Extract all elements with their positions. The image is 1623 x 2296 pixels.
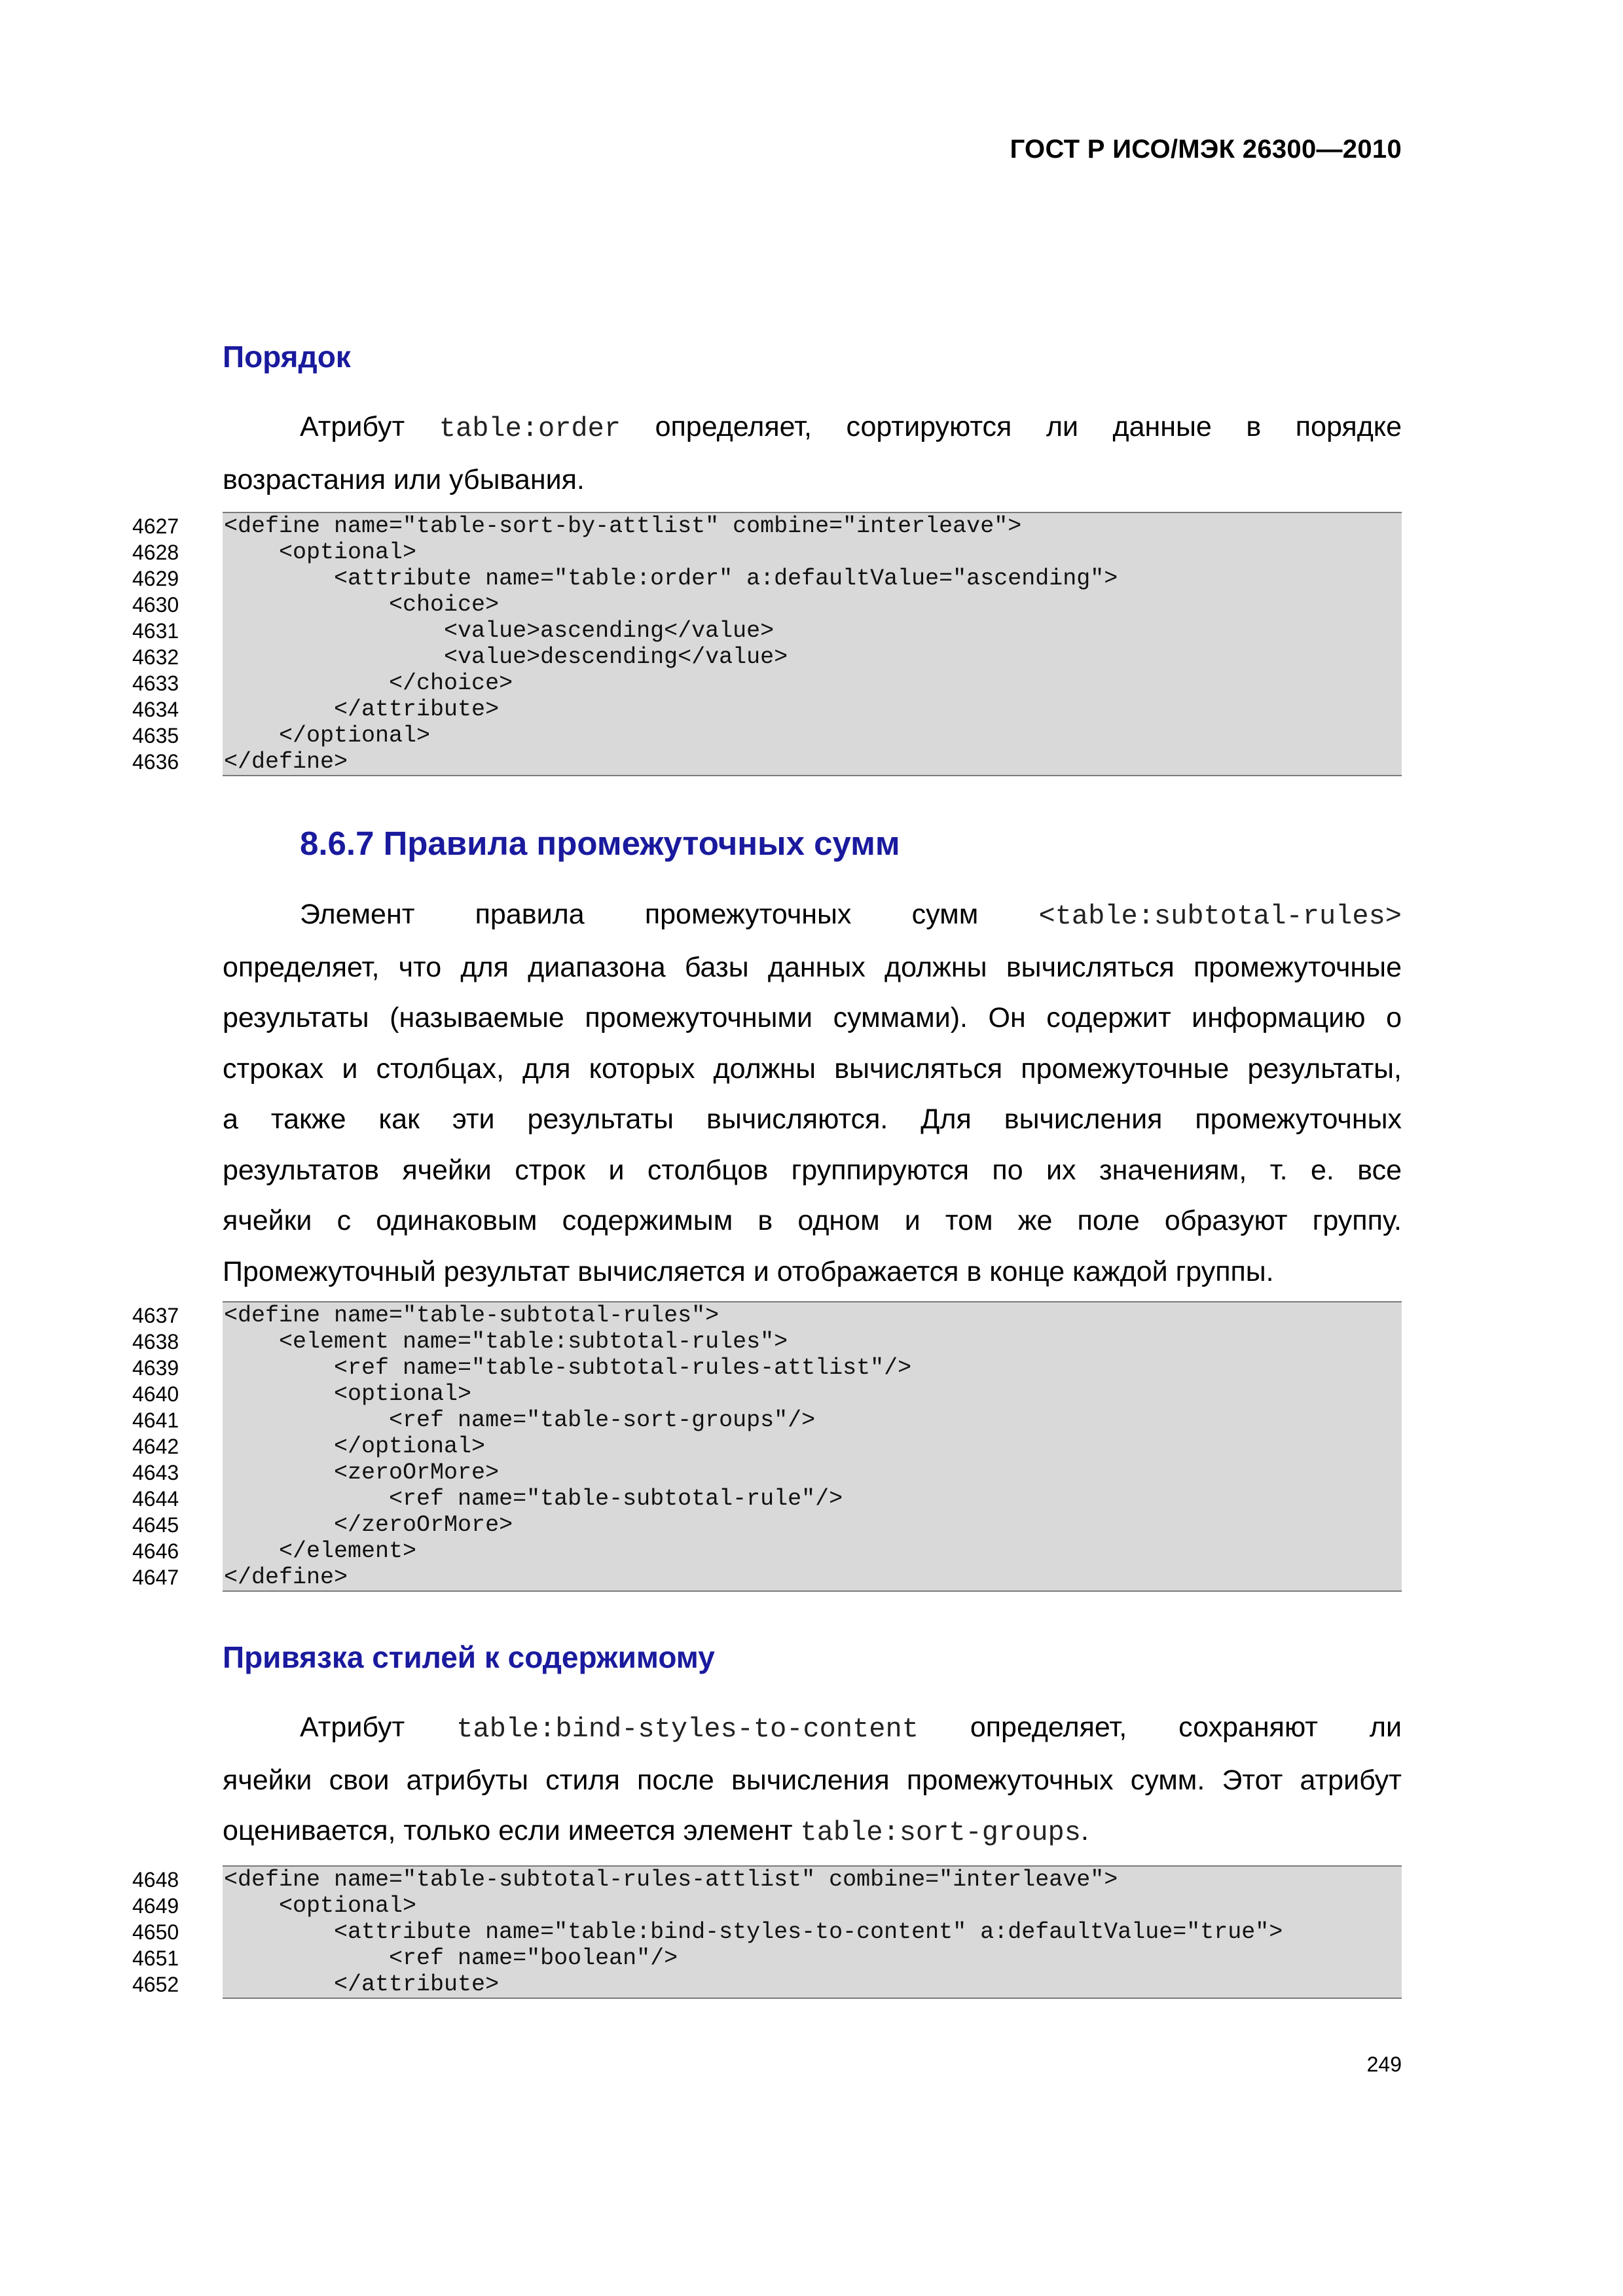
section-title-bind-styles: Привязка стилей к содержимому <box>223 1640 715 1674</box>
code-line <box>132 1355 1402 1381</box>
code-line <box>132 1433 1402 1460</box>
code-text: <element name="table:subtotal-rules"> <box>224 1329 788 1355</box>
line-number: 4639 <box>132 1356 179 1380</box>
line-number: 4634 <box>132 698 179 721</box>
code-text: <define name="table-subtotal-rules-attlist" combine="interleave"> <box>224 1867 1118 1893</box>
paragraph-text: . <box>1080 1815 1089 1846</box>
code-text: </optional> <box>224 723 431 749</box>
paragraph-text: ячейки свои атрибуты стиля после вычисления промежуточных сумм. Этот атрибут <box>223 1764 1402 1796</box>
code-text: <ref name="table-subtotal-rule"/> <box>224 1486 843 1512</box>
line-number: 4643 <box>132 1461 179 1484</box>
code-text: </zeroOrMore> <box>224 1512 513 1538</box>
line-number: 4650 <box>132 1920 179 1944</box>
paragraph-line <box>223 1094 1402 1145</box>
code-line <box>132 1407 1402 1433</box>
line-number: 4649 <box>132 1894 179 1918</box>
line-number: 4627 <box>132 514 179 538</box>
paragraph-text: а также как эти результаты вычисляются. Для вычисления промежуточных <box>223 1103 1402 1135</box>
paragraph-line <box>223 1806 1402 1859</box>
line-number: 4638 <box>132 1330 179 1354</box>
code-text: </attribute> <box>224 1971 500 1998</box>
line-number: 4628 <box>132 541 179 564</box>
code-line <box>132 1460 1402 1486</box>
line-number: 4644 <box>132 1487 179 1511</box>
paragraph-line <box>223 1145 1402 1196</box>
paragraph-text: Промежуточный результат вычисляется и отображается в конце каждой группы. <box>223 1255 1274 1287</box>
code-text: <ref name="table-subtotal-rules-attlist"/> <box>224 1355 912 1381</box>
code-line <box>132 1486 1402 1512</box>
line-number: 4632 <box>132 645 179 669</box>
line-number: 4648 <box>132 1868 179 1892</box>
paragraph-text: Атрибут <box>300 411 439 442</box>
line-number: 4642 <box>132 1435 179 1458</box>
code-line <box>132 723 1402 749</box>
code-block-subtotal-rules <box>132 1301 1402 1592</box>
code-line <box>132 1867 1402 1893</box>
paragraph-line <box>223 1702 1402 1755</box>
code-line <box>132 618 1402 644</box>
code-text: <optional> <box>224 1381 472 1407</box>
paragraph-text: возрастания или убывания. <box>223 463 585 495</box>
code-text: <zeroOrMore> <box>224 1460 500 1486</box>
line-number: 4630 <box>132 593 179 617</box>
code-line <box>132 1564 1402 1590</box>
page-number: 249 <box>1366 2053 1402 2076</box>
subsection-title-subtotal-rules: 8.6.7 Правила промежуточных сумм <box>300 825 900 862</box>
line-number: 4636 <box>132 750 179 774</box>
code-line <box>132 1302 1402 1329</box>
paragraph-text: ячейки с одинаковым содержимым в одном и том же поле образуют группу. <box>223 1205 1402 1236</box>
paragraph-subtotal-rules <box>223 889 1402 1297</box>
paragraph-text: результаты (называемые промежуточными суммами). Он содержит информацию о <box>223 1002 1402 1033</box>
code-text: </choice> <box>224 670 513 696</box>
code-line <box>132 749 1402 775</box>
paragraph-text: Атрибут <box>300 1712 457 1743</box>
paragraph-line <box>223 1044 1402 1095</box>
paragraph-line <box>223 402 1402 455</box>
code-line <box>132 1381 1402 1407</box>
code-text: </define> <box>224 1564 348 1590</box>
line-number: 4633 <box>132 672 179 695</box>
code-text: <ref name="boolean"/> <box>224 1945 678 1971</box>
code-block-bind-styles <box>132 1865 1402 1999</box>
line-number: 4646 <box>132 1539 179 1563</box>
code-line <box>132 539 1402 565</box>
code-text: <value>descending</value> <box>224 644 788 670</box>
line-number: 4629 <box>132 567 179 590</box>
paragraph-line <box>223 942 1402 994</box>
paragraph-text: Элемент правила промежуточных сумм <box>300 899 1039 930</box>
paragraph-text: оценивается, только если имеется элемент <box>223 1815 801 1846</box>
code-line <box>132 696 1402 723</box>
section-title-order: Порядок <box>223 340 351 374</box>
code-line <box>132 592 1402 618</box>
paragraph-bind-styles <box>223 1702 1402 1859</box>
code-text: </element> <box>224 1538 417 1564</box>
paragraph-line <box>223 889 1402 942</box>
code-text: <ref name="table-sort-groups"/> <box>224 1407 816 1433</box>
code-text: <optional> <box>224 1893 417 1919</box>
code-line <box>132 1538 1402 1564</box>
paragraph-line <box>223 1755 1402 1806</box>
inline-code: table:order <box>439 413 621 444</box>
code-line <box>132 644 1402 670</box>
paragraph-text: строках и столбцах, для которых должны вычисляться промежуточные результаты, <box>223 1052 1402 1085</box>
line-number: 4651 <box>132 1946 179 1970</box>
line-number: 4640 <box>132 1382 179 1406</box>
code-line <box>132 565 1402 592</box>
code-text: </optional> <box>224 1433 486 1460</box>
line-number: 4637 <box>132 1304 179 1327</box>
code-text: <optional> <box>224 539 417 565</box>
paragraph-line <box>223 455 1402 506</box>
code-line <box>132 1329 1402 1355</box>
code-line <box>132 1512 1402 1538</box>
paragraph-text: результатов ячейки строк и столбцов группируются по их значениям, т. е. все <box>223 1154 1402 1186</box>
line-number: 4635 <box>132 724 179 747</box>
paragraph-text: определяет, сохраняют ли <box>918 1712 1402 1743</box>
code-text: </attribute> <box>224 696 500 723</box>
code-text: <attribute name="table:order" a:defaultValue="ascending"> <box>224 565 1118 592</box>
code-text: <choice> <box>224 592 500 618</box>
code-text: <attribute name="table:bind-styles-to-content" a:defaultValue="true"> <box>224 1919 1283 1945</box>
code-text: <define name="table-sort-by-attlist" combine="interleave"> <box>224 513 1022 539</box>
inline-code: table:sort-groups <box>800 1817 1081 1848</box>
inline-code: <table:subtotal-rules> <box>1038 901 1402 932</box>
code-text: <define name="table-subtotal-rules"> <box>224 1302 720 1329</box>
line-number: 4645 <box>132 1513 179 1537</box>
line-number: 4631 <box>132 619 179 643</box>
code-text: <value>ascending</value> <box>224 618 775 644</box>
line-number: 4652 <box>132 1973 179 1996</box>
paragraph-text: определяет, сортируются ли данные в порядке <box>621 411 1402 442</box>
standard-header: ГОСТ Р ИСО/МЭК 26300—2010 <box>1010 135 1402 164</box>
code-line <box>132 670 1402 696</box>
paragraph-line <box>223 1196 1402 1247</box>
paragraph-line <box>223 1247 1402 1298</box>
line-number: 4647 <box>132 1566 179 1589</box>
code-line <box>132 1893 1402 1919</box>
paragraph-order <box>223 402 1402 505</box>
paragraph-text: определяет, что для диапазона базы данных должны вычисляться промежуточные <box>223 951 1402 983</box>
code-line <box>132 1919 1402 1945</box>
paragraph-line <box>223 993 1402 1044</box>
code-text: </define> <box>224 749 348 775</box>
line-number: 4641 <box>132 1408 179 1432</box>
code-line <box>132 1971 1402 1998</box>
code-block-order <box>132 512 1402 776</box>
code-line <box>132 1945 1402 1971</box>
code-line <box>132 513 1402 539</box>
inline-code: table:bind-styles-to-content <box>456 1713 919 1745</box>
